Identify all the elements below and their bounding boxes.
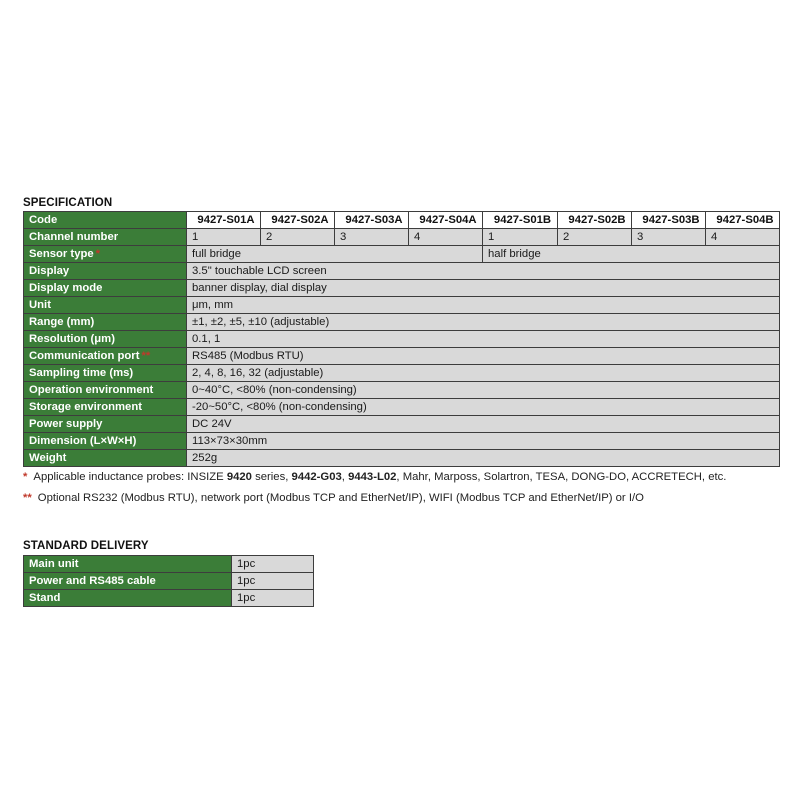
- spec-label-text: Operation environment: [29, 384, 154, 396]
- footnote-text: Optional RS232 (Modbus RTU), network port (Modbus TCP and EtherNet/IP), WIFI (Modbus TCP and EtherNet/IP) or I/O: [37, 492, 644, 504]
- spec-value: RS485 (Modbus RTU): [187, 348, 780, 365]
- table-row: [24, 399, 780, 416]
- code-cell: 9427-S04A: [409, 212, 483, 229]
- specification-title: SPECIFICATION: [23, 197, 113, 209]
- code-cell: 9427-S03B: [632, 212, 706, 229]
- footnote-mark: *: [23, 471, 28, 483]
- footnote-2: [23, 492, 644, 504]
- code-cell: 9427-S02A: [261, 212, 335, 229]
- delivery-rows: [24, 556, 314, 607]
- spec-value: 0.1, 1: [187, 331, 780, 348]
- spec-label-text: Power supply: [29, 418, 103, 430]
- table-row: [24, 556, 314, 573]
- spec-label: [24, 314, 187, 331]
- table-row: [24, 280, 780, 297]
- table-row: [24, 212, 780, 229]
- table-row: [24, 246, 780, 263]
- spec-value: banner display, dial display: [187, 280, 780, 297]
- spec-value: μm, mm: [187, 297, 780, 314]
- code-cell: 9427-S01A: [187, 212, 261, 229]
- spec-label-text: Dimension (L×W×H): [29, 435, 137, 447]
- delivery-item-name: Main unit: [24, 556, 232, 573]
- spec-label: [24, 263, 187, 280]
- spec-rows: [24, 263, 780, 467]
- footnote-text: ,: [341, 471, 349, 483]
- spec-label: [24, 297, 187, 314]
- footnote-text: series,: [251, 471, 292, 483]
- specification-table: [23, 211, 780, 467]
- footnote-mark: **: [141, 350, 151, 362]
- sensor-type-b: half bridge: [483, 246, 780, 263]
- spec-label: [24, 433, 187, 450]
- channel-cell: 3: [335, 229, 409, 246]
- spec-label-text: Display: [29, 265, 70, 277]
- spec-value: -20~50°C, <80% (non-condensing): [187, 399, 780, 416]
- footnote-bold: 9442-G03: [291, 471, 342, 483]
- sensor-type-text: Sensor type: [29, 248, 94, 260]
- channel-cell: 4: [409, 229, 483, 246]
- footnote-text: , Mahr, Marposs, Solartron, TESA, DONG-DO, ACCRETECH, etc.: [396, 471, 727, 483]
- spec-value: ±1, ±2, ±5, ±10 (adjustable): [187, 314, 780, 331]
- code-cell: 9427-S02B: [558, 212, 632, 229]
- code-cell: 9427-S04B: [706, 212, 780, 229]
- delivery-title: STANDARD DELIVERY: [23, 540, 149, 552]
- channel-cell: 1: [483, 229, 558, 246]
- spec-label: [24, 280, 187, 297]
- spec-label-text: Storage environment: [29, 401, 142, 413]
- channel-cell: 2: [261, 229, 335, 246]
- delivery-item-name: Power and RS485 cable: [24, 573, 232, 590]
- spec-value: 2, 4, 8, 16, 32 (adjustable): [187, 365, 780, 382]
- sensor-type-label: [24, 246, 187, 263]
- spec-label-text: Sampling time (ms): [29, 367, 134, 379]
- table-row: [24, 229, 780, 246]
- table-row: [24, 573, 314, 590]
- spec-label: [24, 382, 187, 399]
- channel-cell: 1: [187, 229, 261, 246]
- table-row: [24, 314, 780, 331]
- code-cell: 9427-S01B: [483, 212, 558, 229]
- spec-value: 113×73×30mm: [187, 433, 780, 450]
- code-label: Code: [24, 212, 187, 229]
- footnote-1: [23, 471, 726, 483]
- spec-label: [24, 399, 187, 416]
- channel-cell: 3: [632, 229, 706, 246]
- table-row: [24, 297, 780, 314]
- table-row: [24, 433, 780, 450]
- code-cell: 9427-S03A: [335, 212, 409, 229]
- spec-value: 0~40°C, <80% (non-condensing): [187, 382, 780, 399]
- table-row: [24, 365, 780, 382]
- spec-label-text: Weight: [29, 452, 67, 464]
- table-row: [24, 331, 780, 348]
- spec-label-text: Communication port: [29, 350, 140, 362]
- spec-label: [24, 348, 187, 365]
- spec-value: DC 24V: [187, 416, 780, 433]
- channel-label: Channel number: [24, 229, 187, 246]
- table-row: [24, 450, 780, 467]
- spec-label-text: Range (mm): [29, 316, 95, 328]
- footnote-mark: **: [23, 492, 32, 504]
- delivery-item-name: Stand: [24, 590, 232, 607]
- sensor-type-a: full bridge: [187, 246, 483, 263]
- table-row: [24, 382, 780, 399]
- table-row: [24, 416, 780, 433]
- spec-label-text: Display mode: [29, 282, 103, 294]
- spec-label: [24, 450, 187, 467]
- spec-label: [24, 365, 187, 382]
- spec-label-text: Unit: [29, 299, 51, 311]
- spec-label: [24, 416, 187, 433]
- footnote-bold: 9420: [226, 471, 252, 483]
- delivery-item-qty: 1pc: [232, 590, 314, 607]
- spec-value: 252g: [187, 450, 780, 467]
- spec-label: [24, 331, 187, 348]
- delivery-item-qty: 1pc: [232, 573, 314, 590]
- table-row: [24, 348, 780, 365]
- delivery-table: [23, 555, 314, 607]
- delivery-item-qty: 1pc: [232, 556, 314, 573]
- footnote-text: Applicable inductance probes: INSIZE: [33, 471, 227, 483]
- footnote-mark: *: [95, 248, 101, 260]
- spec-label-text: Resolution (μm): [29, 333, 115, 345]
- footnote-bold: 9443-L02: [348, 471, 397, 483]
- table-row: [24, 590, 314, 607]
- channel-cell: 4: [706, 229, 780, 246]
- spec-value: 3.5" touchable LCD screen: [187, 263, 780, 280]
- table-row: [24, 263, 780, 280]
- channel-cell: 2: [558, 229, 632, 246]
